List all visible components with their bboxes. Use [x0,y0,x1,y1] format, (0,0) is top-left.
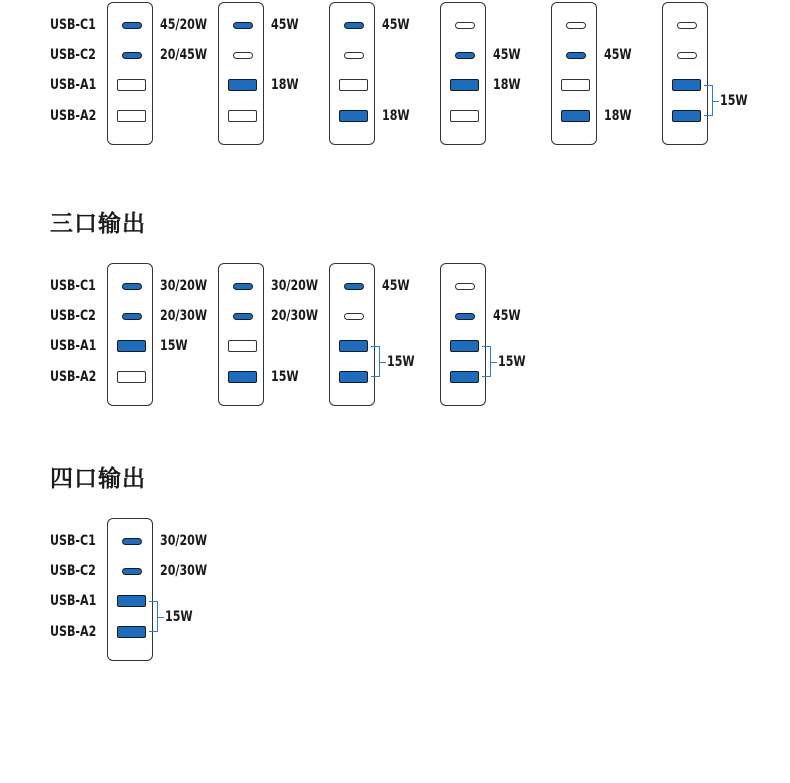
usb-c-port-icon [566,22,586,29]
usb-c-port-icon [344,22,364,29]
charger-outline [218,2,264,145]
usb-c-port-icon [122,538,142,545]
wattage-label: 45W [382,17,410,33]
wattage-label: 45W [493,308,521,324]
wattage-label: 20/45W [160,47,208,63]
usb-a-port-icon [339,340,368,352]
usb-c-port-icon [455,313,475,320]
usb-c-port-icon [455,52,475,59]
shared-power-bracket [371,346,380,377]
charger-outline [329,263,375,406]
usb-a-port-icon [339,110,368,122]
bracket-tick [158,617,164,618]
port-label-usb-a1: USB-A1 [50,77,97,93]
shared-power-bracket [149,601,158,632]
wattage-label: 30/20W [160,533,208,549]
shared-wattage-label: 15W [387,353,415,370]
shared-wattage-label: 15W [165,608,193,625]
port-label-usb-a1: USB-A1 [50,593,97,609]
usb-c-port-icon [122,283,142,290]
bracket-tick [491,362,497,363]
usb-c-port-icon [344,52,364,59]
wattage-label: 18W [493,77,521,93]
usb-c-port-icon [455,283,475,290]
usb-c-port-icon [122,568,142,575]
port-label-usb-a1: USB-A1 [50,338,97,354]
usb-a-port-icon [450,110,479,122]
usb-a-port-icon [450,340,479,352]
charger-outline [107,263,153,406]
wattage-label: 30/20W [160,278,208,294]
usb-a-port-icon [672,110,701,122]
port-label-usb-c2: USB-C2 [50,47,96,63]
usb-c-port-icon [344,283,364,290]
port-config [107,450,217,650]
section-heading: 四口输出 [50,466,146,492]
usb-a-port-icon [561,110,590,122]
usb-c-port-icon [344,313,364,320]
usb-a-port-icon [117,626,146,638]
port-config [662,0,772,192]
port-label-usb-c2: USB-C2 [50,563,96,579]
usb-c-port-icon [566,52,586,59]
shared-power-bracket [704,85,713,116]
charger-outline [440,263,486,406]
port-label-usb-c1: USB-C1 [50,278,96,294]
port-label-usb-a2: USB-A2 [50,108,97,124]
wattage-label: 45W [604,47,632,63]
usb-a-port-icon [339,371,368,383]
usb-c-port-icon [233,313,253,320]
port-label-usb-a2: USB-A2 [50,369,97,385]
usb-a-port-icon [117,110,146,122]
port-config [218,0,328,192]
usb-c-port-icon [455,22,475,29]
wattage-label: 30/20W [271,278,319,294]
output-section [0,450,790,650]
wattage-label: 20/30W [271,308,319,324]
usb-c-port-icon [233,283,253,290]
charger-outline [107,2,153,145]
port-label-usb-a2: USB-A2 [50,624,97,640]
wattage-label: 18W [382,108,410,124]
wattage-label: 18W [271,77,299,93]
wattage-label: 20/30W [160,308,208,324]
usb-a-port-icon [561,79,590,91]
charger-outline [329,2,375,145]
charger-outline [662,2,708,145]
charger-outline [440,2,486,145]
port-config [218,195,328,395]
shared-wattage-label: 15W [720,92,748,109]
usb-a-port-icon [117,371,146,383]
charger-outline [551,2,597,145]
usb-a-port-icon [117,595,146,607]
usb-c-port-icon [677,52,697,59]
usb-a-port-icon [450,79,479,91]
bracket-tick [713,101,719,102]
port-label-usb-c1: USB-C1 [50,17,96,33]
port-config [440,0,550,192]
port-label-usb-c2: USB-C2 [50,308,96,324]
wattage-label: 18W [604,108,632,124]
wattage-label: 45W [271,17,299,33]
usb-a-port-icon [450,371,479,383]
usb-a-port-icon [117,340,146,352]
port-config [107,195,217,395]
port-config [551,0,661,192]
output-section [0,195,790,395]
usb-c-port-icon [233,52,253,59]
usb-c-port-icon [122,22,142,29]
wattage-label: 15W [271,369,299,385]
wattage-label: 45W [382,278,410,294]
bracket-tick [380,362,386,363]
output-section [0,0,790,192]
wattage-label: 20/30W [160,563,208,579]
section-heading: 三口输出 [50,211,146,237]
usb-c-port-icon [122,313,142,320]
charger-outline [218,263,264,406]
shared-wattage-label: 15W [498,353,526,370]
usb-c-port-icon [233,22,253,29]
wattage-label: 45/20W [160,17,208,33]
port-label-usb-c1: USB-C1 [50,533,96,549]
usb-a-port-icon [339,79,368,91]
charger-outline [107,518,153,661]
port-config [329,195,439,395]
usb-a-port-icon [672,79,701,91]
usb-c-port-icon [122,52,142,59]
wattage-label: 15W [160,338,188,354]
usb-a-port-icon [228,371,257,383]
port-config [329,0,439,192]
usb-a-port-icon [228,79,257,91]
wattage-label: 45W [493,47,521,63]
port-config [107,0,217,192]
usb-a-port-icon [228,340,257,352]
usb-c-port-icon [677,22,697,29]
shared-power-bracket [482,346,491,377]
usb-a-port-icon [117,79,146,91]
usb-a-port-icon [228,110,257,122]
port-config [440,195,550,395]
